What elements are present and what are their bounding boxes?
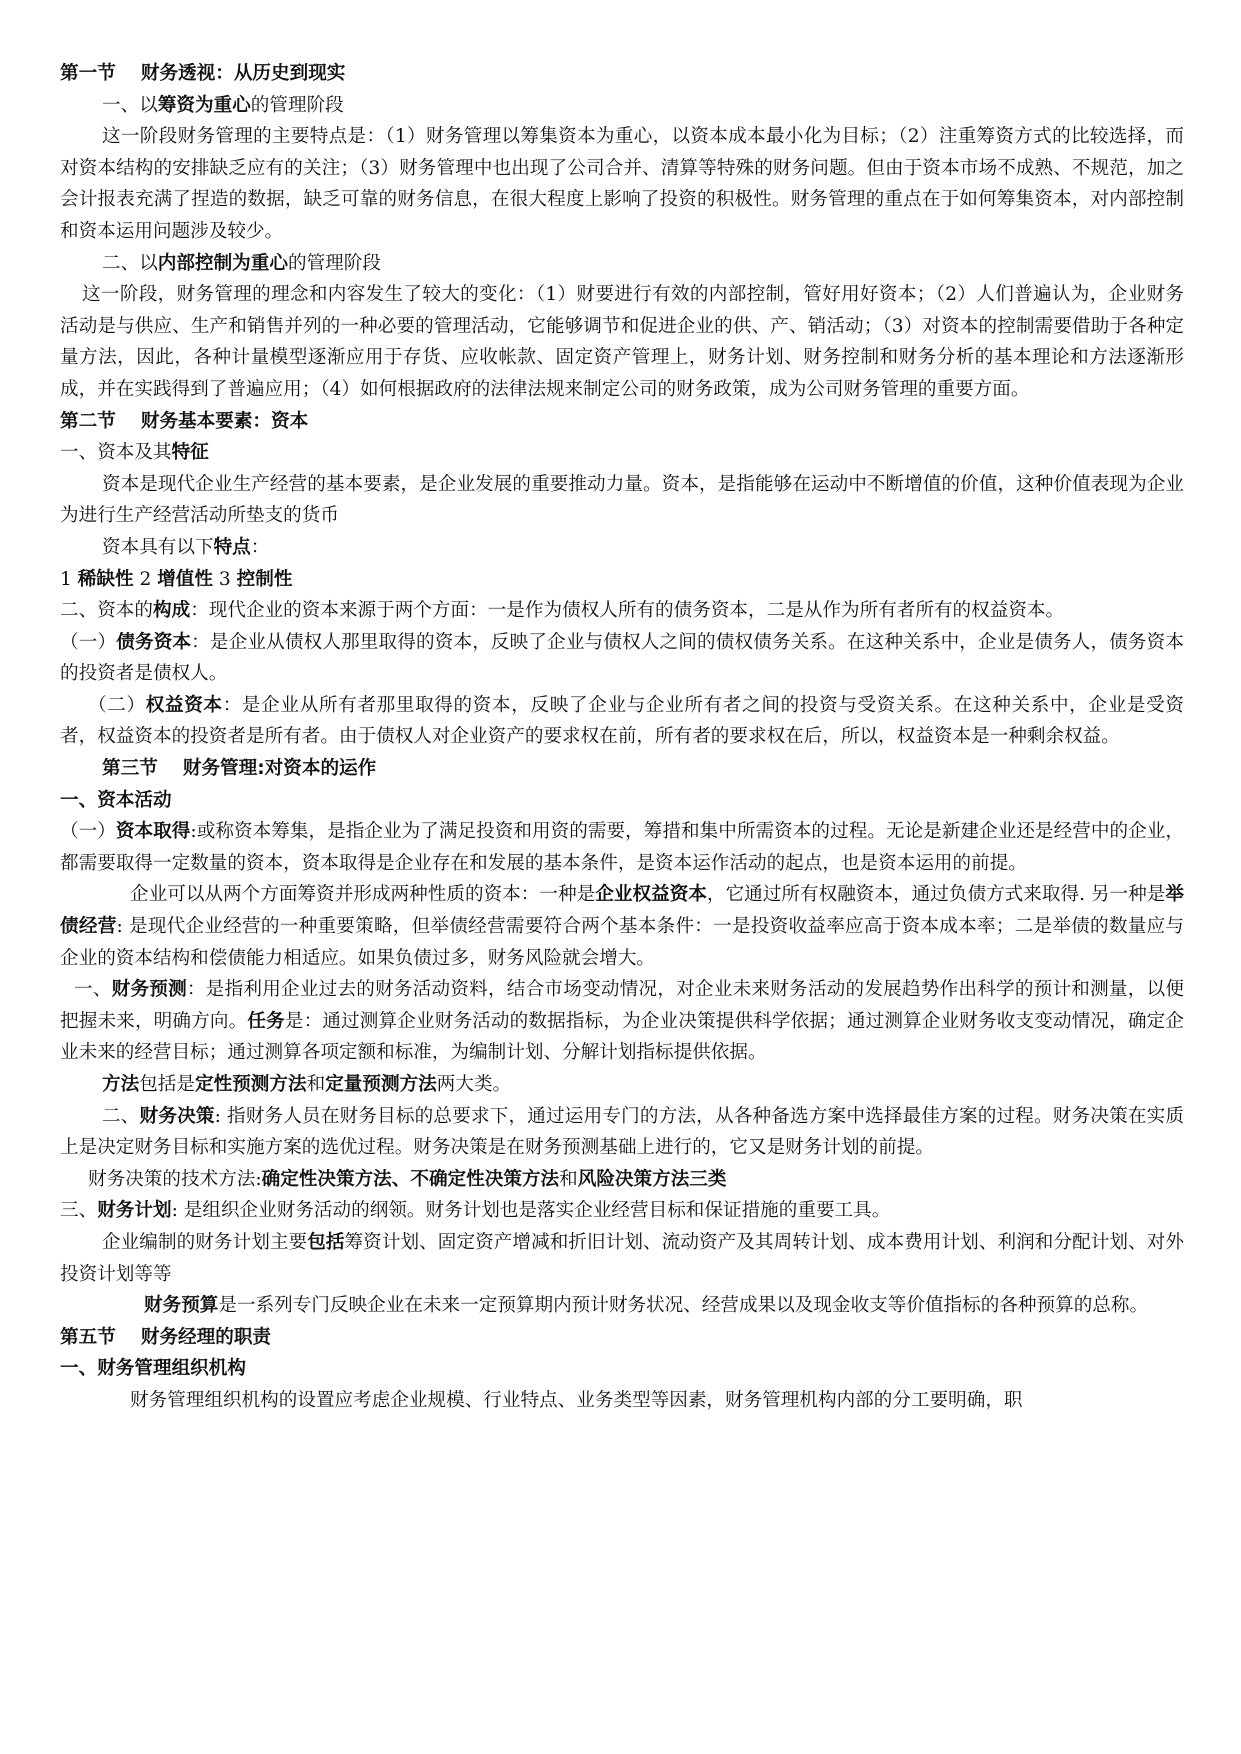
bold-term: 定性预测方法 (195, 1074, 307, 1095)
paragraph: 这一阶段财务管理的主要特点是：（1）财务管理以筹集资本为重心，以资本成本最小化为目标；（2）注重筹资方式的比较选择，而对资本结构的安排缺乏应有的关注；（3）财务管理中也出现了公司合并、清算等特殊的财务问题。但由于资本市场不成熟、不规范，加之会计报表充满了捏造的数据，缺乏可靠的财务信息，在很大程度上影响了投资的积极性。财务管理的重点在于如何筹集资本，对内部控制和资本运用问题涉及较少。 (60, 126, 1184, 242)
bold-term: 财务决策 (139, 1105, 215, 1127)
text: ，它通过所有权融资本，通过负债方式来取得. 另一种是 (706, 884, 1166, 906)
bold-term: 包括 (307, 1231, 345, 1253)
paragraph (60, 1195, 1184, 1227)
text: 筹资计划、固定资产增减和折旧计划、流动资产及其周转计划、成本费用计划、利润和分配计划、对外投资计划等等 (60, 1231, 1184, 1285)
text: : 是组织企业财务活动的纲领。财务计划也是落实企业经营目标和保证措施的重要工具。 (171, 1200, 891, 1222)
paragraph: 资本是现代企业生产经营的基本要素，是企业发展的重要推动力量。资本，是指能够在运动中不断增值的价值，这种价值表现为企业为进行生产经营活动所垫支的货币 (60, 473, 1184, 527)
section-5-title: 第五节 财务经理的职责 (60, 1326, 272, 1348)
paragraph (60, 879, 1184, 974)
text: 企业可以从两个方面筹资并形成两种性质的资本：一种是 (130, 884, 596, 906)
section-1-title: 第一节 财务透视：从历史到现实 (60, 63, 346, 84)
section-2-sub-1 (60, 437, 1184, 469)
text: 1 (60, 568, 78, 590)
paragraph: 财务管理组织机构的设置应考虑企业规模、行业特点、业务类型等因素，财务管理机构内部的分工要明确，职 (130, 1389, 1023, 1411)
bold-term: 增值性 (157, 568, 213, 590)
bold-term: 风险决策方法三类 (577, 1168, 727, 1190)
text: : 指财务人员在财务目标的总要求下，通过运用专门的方法，从各种备选方案中选择最佳方案的过程。财务决策在实质上是决定财务目标和实施方案的选优过程。财务决策是在财务预测基础上进行的，它又是财务计划的前提。 (60, 1105, 1184, 1159)
paragraph (60, 595, 1184, 627)
document-page (60, 58, 1184, 1417)
bold-term: 特点 (213, 536, 251, 558)
bold-term: 稀缺性 (77, 568, 134, 590)
text: 一、以 (102, 94, 158, 116)
bold-term: 资本取得 (115, 821, 191, 843)
section-3-title: 第三节 财务管理:对资本的运作 (102, 758, 377, 780)
text: 的管理阶段 (250, 94, 344, 116)
text: 资本具有以下 (102, 536, 214, 558)
bold-term: 特征 (171, 442, 209, 464)
text: （一） (60, 631, 117, 653)
paragraph (60, 1290, 1184, 1322)
paragraph (60, 1227, 1184, 1290)
text: 是：通过测算企业财务活动的数据指标，为企业决策提供科学依据；通过测算企业财务收支变动情况，确定企业未来的经营目标；通过测算各项定额和标准，为编制计划、分解计划指标提供依据。 (60, 1010, 1184, 1064)
bold-term: 财务预算 (144, 1295, 219, 1317)
section-1-sub-1 (60, 90, 1184, 122)
bold-term: 方法 (102, 1074, 140, 1095)
text: （一） (60, 821, 116, 843)
bold-term: 任务 (247, 1010, 285, 1032)
bold-term: 确定性决策方法、不确定性决策方法 (261, 1168, 560, 1190)
bold-term: 财务计划 (97, 1200, 172, 1222)
text: :或称资本筹集，是指企业为了满足投资和用资的需要，筹措和集中所需资本的过程。无论是新建企业还是经营中的企业，都需要取得一定数量的资本，资本取得是企业存在和发展的基本条件，是资本运作活动的起点，也是资本运用的前提。 (60, 821, 1184, 874)
text: 一、资本及其 (60, 442, 172, 464)
text: 二、 (102, 1105, 140, 1127)
paragraph (60, 532, 1184, 564)
paragraph (60, 1101, 1184, 1164)
text: 三、 (60, 1200, 98, 1222)
text: 财务决策的技术方法: (88, 1168, 262, 1190)
paragraph: 这一阶段，财务管理的理念和内容发生了较大的变化：（1）财要进行有效的内部控制，管好用好资本；（2）人们普遍认为，企业财务活动是与供应、生产和销售并列的一种必要的管理活动，它能够调节和促进企业的供、产、销活动；（3）对资本的控制需要借助于各种定量方法，因此，各种计量模型逐渐应用于存货、应收帐款、固定资产管理上，财务计划、财务控制和财务分析的基本理论和方法逐渐形成，并在实践得到了普遍应用；（4）如何根据政府的法律法规来制定公司的财务政策，成为公司财务管理的重要方面。 (60, 284, 1184, 400)
paragraph (60, 816, 1184, 879)
text: 二、以 (102, 252, 158, 274)
text: 和 (306, 1074, 326, 1095)
text: : 是现代企业经营的一种重要策略，但举债经营需要符合两个基本条件：一是投资收益率应高于资本成本率；二是举债的数量应与企业的资本结构和偿债能力相适应。如果负债过多，财务风险就会增大。 (60, 916, 1184, 969)
text: 一、 (74, 979, 112, 1001)
bold-term: 控制性 (236, 568, 293, 590)
bold-term: 权益资本 (145, 694, 223, 716)
text: ：是企业从所有者那里取得的资本，反映了企业与企业所有者之间的投资与受资关系。在这种关系中，企业是受资者，权益资本的投资者是所有者。由于债权人对企业资产的要求权在前，所有者的要求权在后，所以，权益资本是一种剩余权益。 (60, 694, 1184, 748)
bold-term: 企业权益资本 (595, 884, 707, 906)
bold-term: 债务资本 (116, 631, 192, 653)
paragraph (60, 1164, 1184, 1196)
bold-term: 筹资为重心 (157, 94, 251, 116)
bold-term: 构成 (152, 600, 191, 622)
paragraph (60, 1069, 1184, 1101)
traits-line (60, 564, 1184, 596)
bold-term: 内部控制为重心 (157, 252, 288, 274)
text: ：现代企业的资本来源于两个方面：一是作为债权人所有的债务资本，二是从作为所有者所有的权益资本。 (190, 600, 1065, 622)
text: 企业编制的财务计划主要 (102, 1231, 308, 1253)
text: 是一系列专门反映企业在未来一定预算期内预计财务状况、经营成果以及现金收支等价值指标的各种预算的总称。 (218, 1295, 1149, 1317)
paragraph (60, 627, 1184, 690)
text: ：是企业从债权人那里取得的资本，反映了企业与债权人之间的债权债务关系。在这种关系中，企业是债务人，债务资本的投资者是债权人。 (60, 631, 1184, 685)
bold-term: 举债经营 (60, 884, 1184, 938)
text: ：是指利用企业过去的财务活动资料，结合市场变动情况，对企业未来财务活动的发展趋势作出科学的预计和测量，以便把握未来，明确方向。 (60, 979, 1184, 1032)
text: ： (250, 536, 270, 558)
bold-term: 定量预测方法 (325, 1074, 437, 1095)
text: 3 (213, 568, 237, 590)
text: 包括是 (139, 1074, 195, 1095)
text: 两大类。 (436, 1074, 512, 1095)
bold-term: 财务预测 (111, 979, 187, 1001)
section-3-sub-1: 一、资本活动 (60, 789, 172, 811)
text: 2 (133, 568, 158, 590)
text: 二、资本的 (60, 600, 153, 622)
text: 和 (559, 1168, 578, 1190)
paragraph (60, 690, 1184, 753)
section-5-sub-1: 一、财务管理组织机构 (60, 1358, 246, 1380)
section-2-title: 第二节 财务基本要素：资本 (60, 410, 309, 432)
text: 的管理阶段 (287, 252, 381, 274)
paragraph (60, 974, 1184, 1069)
section-1-sub-2 (60, 248, 1184, 280)
text: （二） (88, 694, 146, 716)
